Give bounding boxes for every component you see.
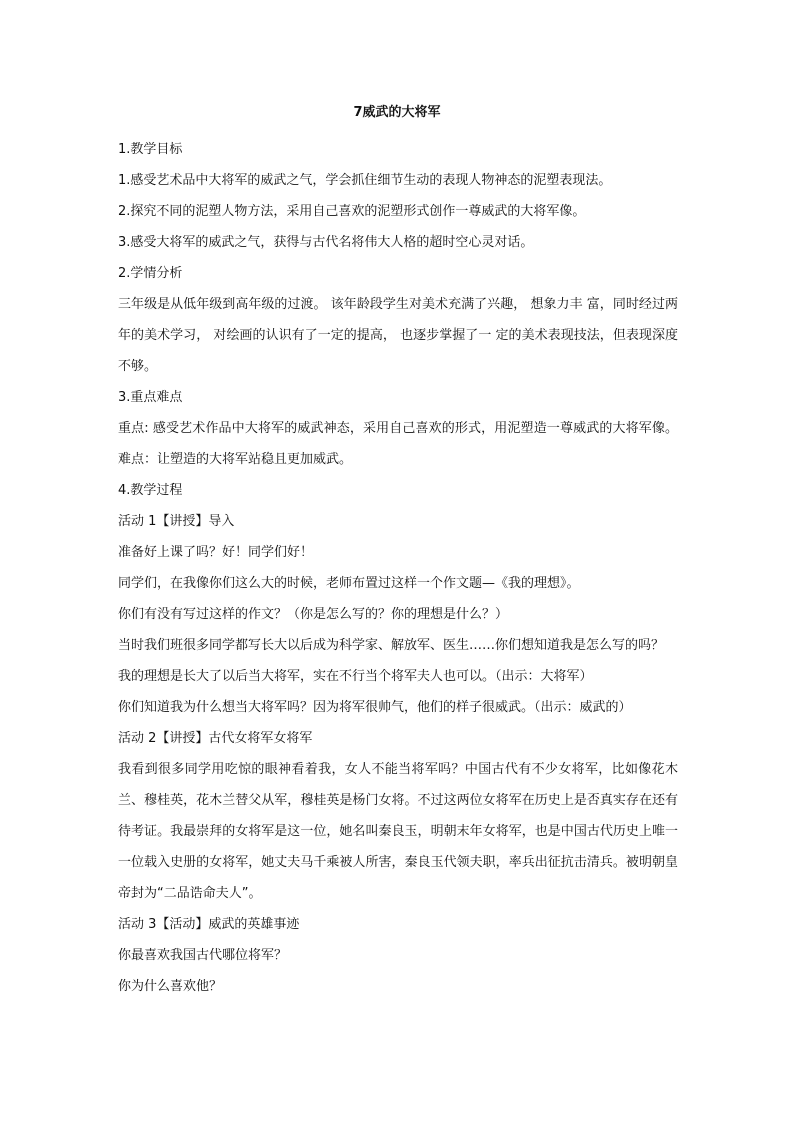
objective-item-1: 1.感受艺术品中大将军的威武之气，学会抓住细节生动的表现人物神态的泥塑表现法。 — [118, 173, 612, 188]
activity-3-line-1: 你最喜欢我国古代哪位将军？ — [118, 948, 288, 963]
document-title: 7威武的大将军 — [353, 105, 441, 120]
section-heading-process: 4.教学过程 — [118, 483, 183, 498]
activity-3-line-2: 你为什么喜欢他？ — [118, 979, 223, 994]
activity-1-line-1: 准备好上课了吗？好！同学们好！ — [118, 545, 314, 560]
section-heading-key-points: 3.重点难点 — [118, 390, 183, 405]
key-points-paragraph: 重点: 感受艺术作品中大将军的威武神态，采用自己喜欢的形式，用泥塑造一尊威武的大将军像。 难点：让塑造的大将军站稳且更加威武。 — [118, 421, 678, 467]
activity-3-heading: 活动 3【活动】威武的英雄事迹 — [118, 917, 300, 932]
activity-1-line-6: 你们知道我为什么想当大将军吗？因为将军很帅气，他们的样子很威武。（出示：威武的） — [118, 700, 632, 715]
section-heading-objectives: 1.教学目标 — [118, 142, 183, 157]
activity-1-line-5: 我的理想是长大了以后当大将军，实在不行当个将军夫人也可以。（出示：大将军） — [118, 669, 593, 684]
activity-1-heading: 活动 1【讲授】导入 — [118, 514, 235, 529]
section-heading-analysis: 2.学情分析 — [118, 266, 183, 281]
objective-item-2: 2.探究不同的泥塑人物方法，采用自己喜欢的泥塑形式创作一尊威武的大将军像。 — [118, 204, 586, 219]
analysis-paragraph: 三年级是从低年级到高年级的过渡。 该年龄段学生对美术充满了兴趣， 想象力丰 富，同时经过两年的美术学习， 对绘画的认识有了一定的提高， 也逐步掌握了一 定的美术表现技法，但表现深度不够。 — [118, 297, 678, 374]
activity-2-heading: 活动 2【讲授】古代女将军女将军 — [118, 731, 313, 746]
activity-1-line-4: 当时我们班很多同学都写长大以后成为科学家、解放军、医生……你们想知道我是怎么写的吗？ — [118, 638, 665, 653]
objective-item-3: 3.感受大将军的威武之气，获得与古代名将伟大人格的超时空心灵对话。 — [118, 235, 534, 250]
document-body — [118, 134, 678, 1002]
activity-1-line-3: 你们有没有写过这样的作文？（你是怎么写的？你的理想是什么？） — [118, 607, 509, 622]
activity-2-paragraph: 我看到很多同学用吃惊的眼神看着我，女人不能当将军吗？中国古代有不少女将军，比如像花木兰、穆桂英，花木兰替父从军，穆桂英是杨门女将。不过这两位女将军在历史上是否真实存在还有待考证。我最崇拜的女将军是这一位，她名叫秦良玉，明朝末年女将军，也是中国古代历史上唯一一位载入史册的女将军，她丈夫马千乘被人所害，秦良玉代领夫职，率兵出征抗击清兵。被明朝皇帝封为“二品诰命夫人”。 — [118, 762, 678, 901]
activity-1-line-2: 同学们，在我像你们这么大的时候，老师布置过这样一个作文题—《我的理想》。 — [118, 576, 580, 591]
